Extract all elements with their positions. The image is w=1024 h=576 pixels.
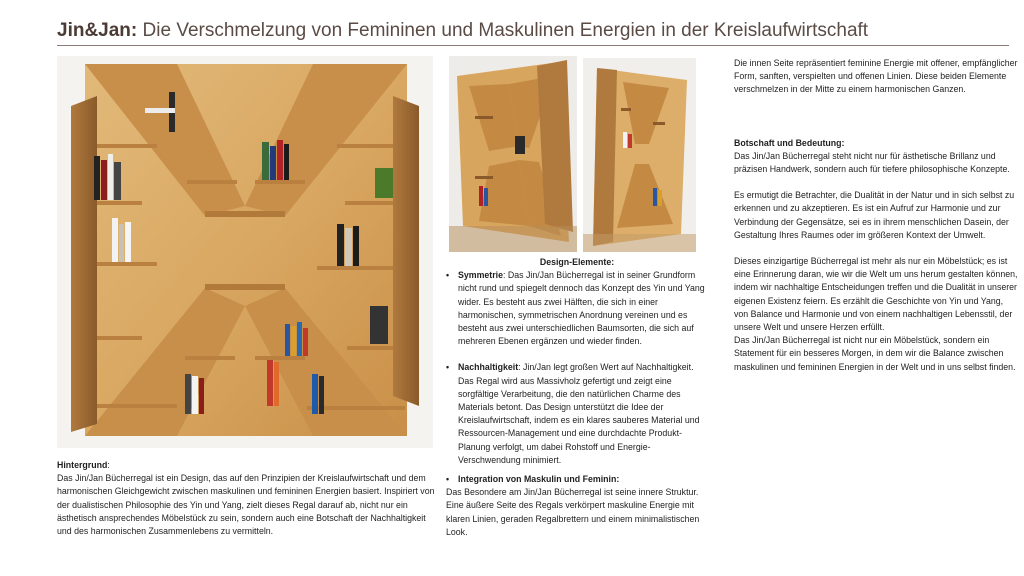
title-text: Die Verschmelzung von Femininen und Maskulinen Energien in der Kreislaufwirtschaft (137, 20, 869, 41)
message-paragraph-2: Es ermutigt die Betrachter, die Dualität in der Natur und in sich selbst zu erkennen und zu akzeptieren. Es ist ein Aufruf zur Harmonie und zur Verbindung der Gegensätze, sei es in ihrem menschlichen Dasein, der Gestaltung Ihres Raumes oder im größeren Kontext der Umwelt. (734, 190, 1015, 240)
message-column (734, 57, 1019, 374)
background-section: Hintergrund: Das Jin/Jan Bücherregal ist ein Design, das auf den Prinzipien der Kreislaufwirtschaft und dem harmonischen Gleichgewicht zwischen maskulinen und femininen Energien basiert. Inspiriert von der dualistischen Philosophie des Yin und Yang, zielt dieses Regal darauf ab, nicht nur ein ästhetisch ansprechendes Möbelstück zu sein, sondern auch eine Botschaft der Nachhaltigkeit und des harmonischen Zusammenlebens zu vermitteln. (57, 459, 435, 538)
background-heading: Hintergrund (57, 460, 108, 470)
symmetry-label: Symmetrie (458, 270, 503, 281)
symmetry-text: : Das Jin/Jan Bücherregal ist in seiner Grundform nicht rund und spiegelt dennoch das Konzept des Yin und Yang wider. Es besteht aus zwei Hälften, die sich in einer harmonischen, symmetrischen Anordnung vereinen und es besteht aus zwei unterschiedlichen Baumsorten, die sich auf mehreren Ebenen ergänzen und wieder finden. (458, 270, 705, 347)
integration-label: Integration von Maskulin und Feminin: (458, 474, 620, 485)
background-body: Das Jin/Jan Bücherregal ist ein Design, das auf den Prinzipien der Kreislaufwirtschaft und dem harmonischen Gleichgewicht zwischen maskulinen und femininen Energien basiert. Inspiriert von der dualistischen Philosophie des Yin und Yang, zielt dieses Regal darauf ab, nicht nur ein ästhetisch ansprechendes Möbelstück zu sein, sondern auch eine Botschaft der Nachhaltigkeit und des harmonischen Zusammenlebens zu vermitteln. (57, 473, 435, 537)
integration-body: Das Besondere am Jin/Jan Bücherregal ist seine innere Struktur. Eine äußere Seite des Regals verkörpert maskuline Energie mit klaren Linien, geraden Regalbrettern und einem minimalistischen Look. (446, 487, 700, 537)
message-heading: Botschaft und Bedeutung: (734, 137, 845, 148)
sustainability-label: Nachhaltigkeit (458, 362, 519, 373)
title-brand: Jin&Jan: (57, 20, 138, 41)
page-title (57, 20, 1007, 42)
bookshelf-photo-front (57, 56, 433, 448)
title-divider (57, 45, 1009, 46)
message-paragraph-3: Dieses einzigartige Bücherregal ist mehr als nur ein Möbelstück; es ist eine Erinnerung daran, wie wir die Welt um uns herum gestalten können, indem wir nachhaltige Entscheidungen treffen und die Dualität in unserer eigenen Existenz feiern. Es erzählt die Geschichte von Yin und Yang, von Balance und Harmonie und von einem nachhaltigen Lebensstil, der unsere Welt und unsere Herzen erfüllt. (734, 256, 1018, 333)
design-elements-section (446, 256, 708, 539)
list-item-symmetry: • Symmetrie: Das Jin/Jan Bücherregal ist in seiner Grundform nicht rund und spiegelt dennoch das Konzept des Yin und Yang wider. Es besteht aus zwei Hälften, die sich in einer harmonischen, symmetrischen Anordnung vereinen und es besteht aus zwei unterschiedlichen Baumsorten, die sich auf mehreren Ebenen ergänzen und wieder finden. (446, 270, 705, 347)
sustainability-text: : Jin/Jan legt großen Wert auf Nachhaltigkeit. Das Regal wird aus Massivholz gefertigt und zeigt eine sorgfältige Verarbeitung, die den natürlichen Charme des Materials betont. Das Design unterstützt die Idee der Kreislaufwirtschaft, indem es ein klares sauberes Material und Ressourcen-Management und eine durchdachte Produkt-Planung verfolgt, um dabei Rohstoff und Energie-Verschwendung minimiert. (458, 362, 700, 465)
bookshelf-photo-angle-right (583, 58, 696, 252)
feminine-intro: Die innen Seite repräsentiert feminine Energie mit offener, empfänglicher Form, sanften, verspielten und offenen Linien. Diese beiden Elemente verschmelzen in der Mitte zu einem harmonischen Ganzen. (734, 58, 1018, 95)
bookshelf-photo-angle-left (449, 56, 577, 252)
design-list (446, 269, 708, 486)
list-item-integration: • Integration von Maskulin und Feminin: (446, 474, 620, 485)
design-heading: Design-Elemente: (539, 257, 615, 267)
message-paragraph-1: Das Jin/Jan Bücherregal steht nicht nur für ästhetische Brillanz und präzisen Handwerk, sondern auch für tiefere philosophische Konzepte. (734, 150, 1010, 175)
message-paragraph-4: Das Jin/Jan Bücherregal ist nicht nur ein Möbelstück, sondern ein Statement für ein besseres Morgen, in dem wir die Balance zwischen maskulinen und femininen Energien in der Welt und in uns selbst finden. (734, 335, 1016, 372)
list-item-sustainability: • Nachhaltigkeit: Jin/Jan legt großen Wert auf Nachhaltigkeit. Das Regal wird aus Massivholz gefertigt und zeigt eine sorgfältige Verarbeitung, die den natürlichen Charme des Materials betont. Das Design unterstützt die Idee der Kreislaufwirtschaft, indem es ein klares sauberes Material und Ressourcen-Management und eine durchdachte Produkt-Planung verfolgt, um dabei Rohstoff und Energie-Verschwendung minimiert. (446, 362, 700, 465)
